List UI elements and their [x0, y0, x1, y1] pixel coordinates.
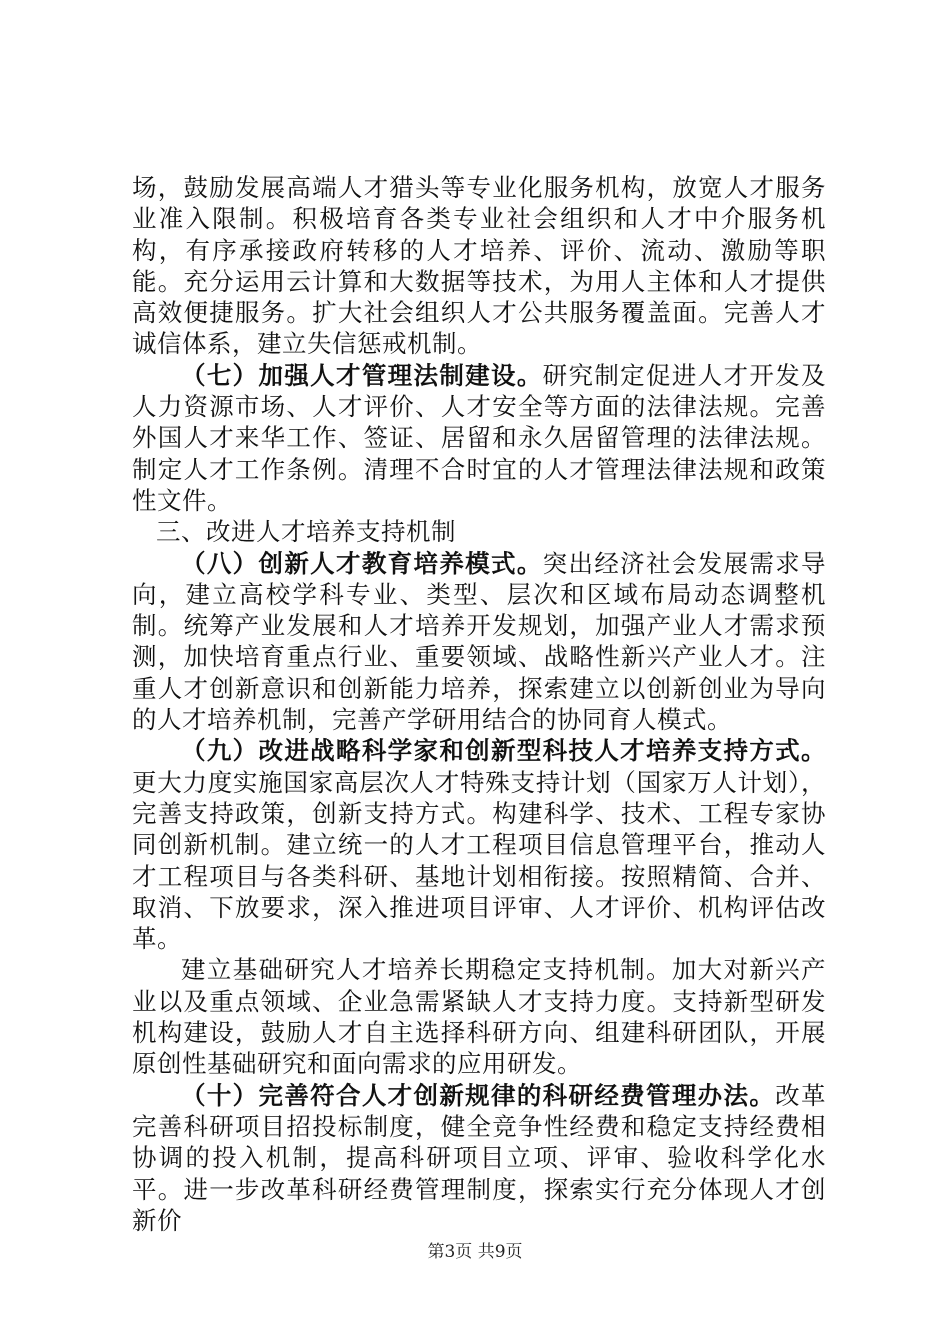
paragraph-text: 改革完善科研项目招投标制度，健全竞争性经费和稳定支持经费相协调的投入机制，提高科研项目立项、评审、验收科学化水平。进一步改革科研经费管理制度，探索实行充分体现人才创新价 [132, 1080, 827, 1235]
paragraph-heading: （八）创新人才教育培养模式。 [181, 548, 543, 578]
paragraph-heading: （七）加强人才管理法制建设。 [181, 360, 543, 390]
paragraph-strategic-scientists [132, 735, 826, 954]
paragraph-heading: （十）完善符合人才创新规律的科研经费管理办法。 [181, 1080, 776, 1110]
page-number: 第3页 共9页 [427, 1242, 523, 1262]
paragraph-heading: （九）改进战略科学家和创新型科技人才培养支持方式。 [181, 736, 826, 766]
paragraph-text: 突出经济社会发展需求导向，建立高校学科专业、类型、层次和区域布局动态调整机制。统筹产业发展和人才培养开发规划，加强产业人才需求预测，加快培育重点行业、重要领域、战略性新兴产业人才。注重人才创新意识和创新能力培养，探索建立以创新创业为导向的人才培养机制，完善产学研用结合的协同育人模式。 [132, 548, 827, 735]
section-heading: 三、改进人才培养支持机制 [156, 517, 456, 547]
paragraph-text: 研究制定促进人才开发及人力资源市场、人才评价、人才安全等方面的法律法规。完善外国人才来华工作、签证、居留和永久居留管理的法律法规。制定人才工作条例。清理不合时宜的人才管理法律法规和政策性文件。 [132, 360, 827, 515]
paragraph-basic-research [132, 954, 826, 1079]
paragraph-education-model [132, 548, 826, 736]
paragraph-text: 建立基础研究人才培养长期稳定支持机制。加大对新兴产业以及重点领域、企业急需紧缺人才支持力度。支持新型研发机构建设，鼓励人才自主选择科研方向、组建科研团队，开展原创性基础研究和面向需求的应用研发。 [132, 955, 826, 1079]
document-body [132, 172, 826, 1236]
paragraph-continued [132, 172, 826, 360]
paragraph-text: 更大力度实施国家高层次人才特殊支持计划（国家万人计划），完善支持政策，创新支持方式。构建科学、技术、工程专家协同创新机制。建立统一的人才工程项目信息管理平台，推动人才工程项目与各类科研、基地计划相衔接。按照精简、合并、取消、下放要求，深入推进项目评审、人才评价、机构评估改革。 [132, 767, 826, 954]
page-footer [0, 1237, 950, 1262]
paragraph-research-funding [132, 1080, 826, 1236]
paragraph-law-construction [132, 360, 826, 516]
paragraph-text: 场，鼓励发展高端人才猎头等专业化服务机构，放宽人才服务业准入限制。积极培育各类专业社会组织和人才中介服务机构，有序承接政府转移的人才培养、评价、流动、激励等职能。充分运用云计算和大数据等技术，为用人主体和人才提供高效便捷服务。扩大社会组织人才公共服务覆盖面。完善人才诚信体系，建立失信惩戒机制。 [132, 173, 826, 359]
